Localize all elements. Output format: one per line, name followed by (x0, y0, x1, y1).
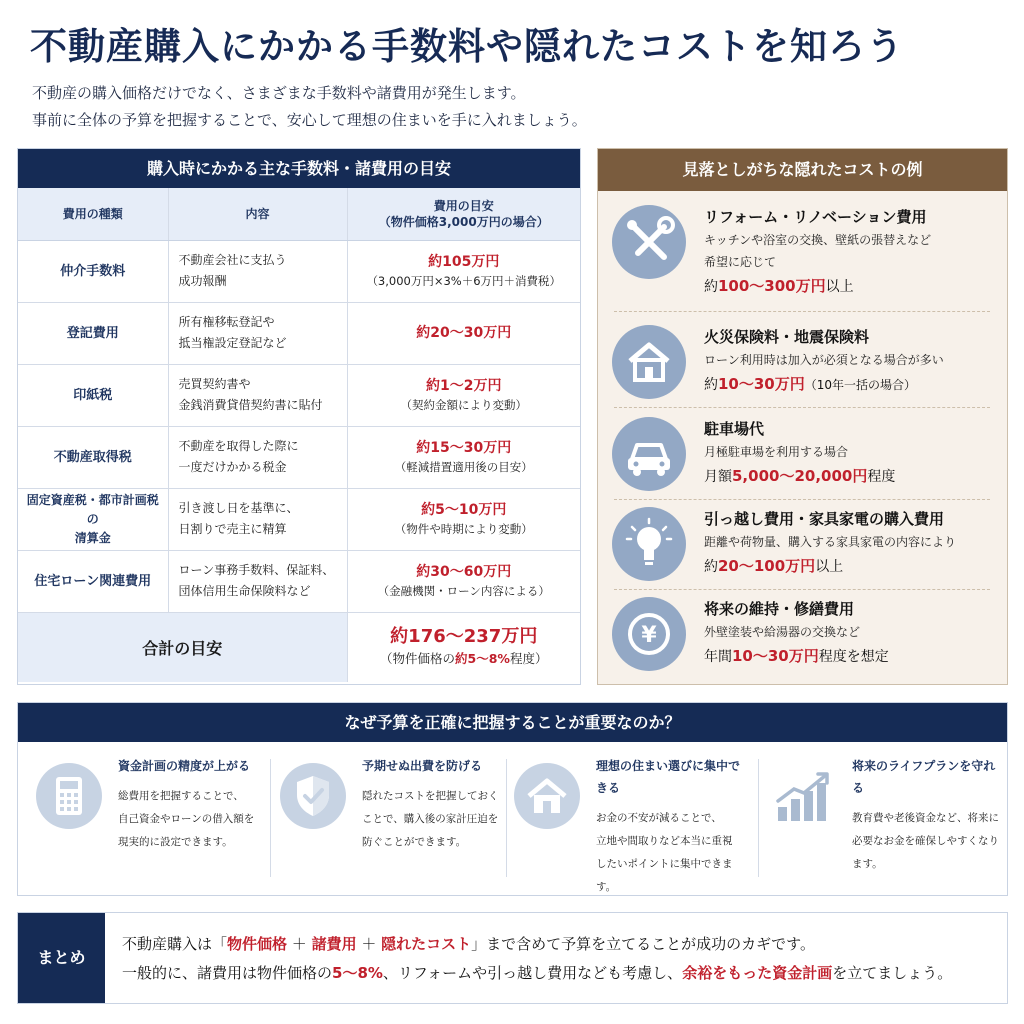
hidden-cost-text (704, 417, 994, 490)
table-row (18, 302, 580, 364)
fee-table (18, 188, 580, 682)
why-desc-1: 教育費や老後資金など、将来に (852, 812, 999, 824)
amount-value: 5,000〜20,000円 (732, 467, 868, 485)
amount-prefix: 約 (704, 279, 718, 295)
summary-line-1 (122, 930, 952, 959)
fee-type-line2: 清算金 (74, 530, 111, 545)
why-title: 将来のライフプランを守れる (852, 759, 996, 795)
hidden-cost-item (612, 417, 992, 507)
amount-value: 20〜100万円 (718, 557, 816, 575)
amount-suffix: 程度 (867, 469, 896, 485)
hidden-cost-text (704, 205, 994, 300)
fee-cost (347, 550, 580, 612)
fee-desc-line2: 日割りで売主に精算 (178, 522, 287, 536)
col-header-type: 費用の種類 (18, 188, 168, 240)
total-row (18, 612, 580, 682)
total-note (348, 649, 581, 669)
hidden-cost-amount (704, 273, 994, 300)
fee-type-line1: 印紙税 (73, 387, 113, 403)
col-header-cost-line2: （物件価格3,000万円の場合） (378, 214, 549, 229)
fee-desc-line2: 成功報酬 (178, 274, 227, 288)
summary-text-segment: 一般的に、諸費用は物件価格の (122, 964, 333, 982)
fee-desc-line2: 抵当権設定登記など (178, 336, 287, 350)
why-desc-2: ことで、購入後の家計圧迫を (362, 813, 499, 825)
hidden-cost-desc: キッチンや浴室の交換、壁紙の張替えなど (704, 233, 932, 247)
amount-prefix: 年間 (704, 649, 732, 665)
table-row (18, 364, 580, 426)
fee-note: （軽減措置適用後の目安） (394, 459, 533, 474)
amount-prefix: 約 (704, 377, 718, 393)
hidden-cost-item (612, 597, 992, 687)
fee-type (18, 240, 168, 302)
fee-desc-line1: 引き渡し日を基準に、 (178, 501, 299, 515)
summary-text-segment: 不動産購入は「 (122, 935, 228, 953)
hidden-cost-desc: 月極駐車場を利用する場合 (704, 445, 849, 459)
amount-prefix: 約 (704, 559, 718, 575)
fee-type (18, 488, 168, 550)
why-desc-1: お金の不安が減ることで、 (596, 812, 722, 824)
summary-highlight: 隠れたコスト (381, 935, 472, 953)
why-desc-2: 立地や間取りなど本当に重視 (596, 835, 733, 847)
fee-type-line1: 仲介手数料 (60, 263, 126, 279)
why-desc-1: 総費用を把握することで、 (118, 790, 244, 802)
amount-suffix: （10年一括の場合） (804, 378, 917, 392)
fee-type-line1: 住宅ローン関連費用 (34, 573, 152, 589)
fee-amount: 約20〜30万円 (416, 325, 512, 341)
amount-prefix: 月額 (704, 469, 732, 485)
hidden-cost-title: 引っ越し費用・家具家電の購入費用 (704, 510, 945, 528)
fee-note: （金融機関・ローン内容による） (377, 583, 550, 598)
table-row (18, 488, 580, 550)
why-desc-3: 現実的に設定できます。 (118, 836, 233, 848)
house-icon (514, 763, 580, 829)
fee-type-line1: 固定資産税・都市計画税の (26, 492, 159, 526)
amount-suffix: 以上 (825, 279, 854, 295)
summary-text-segment: ＋ (356, 935, 382, 953)
hidden-cost-text (704, 597, 994, 670)
hidden-costs-heading: 見落としがちな隠れたコストの例 (598, 149, 1007, 191)
intro-line-2: 事前に全体の予算を把握することで、安心して理想の住まいを手に入れましょう。 (32, 111, 587, 129)
fee-desc-line1: ローン事務手数料、保証料、 (178, 563, 335, 577)
fee-type (18, 550, 168, 612)
fee-type-line1: 登記費用 (66, 325, 119, 341)
fee-desc-line1: 所有権移転登記や (178, 315, 275, 329)
intro-text (32, 80, 587, 134)
fee-amount: 約105万円 (428, 253, 500, 270)
why-title: 資金計画の精度が上がる (118, 759, 251, 773)
fee-type (18, 426, 168, 488)
summary-highlight: 物件価格 (227, 935, 288, 953)
divider (506, 759, 507, 877)
why-item (508, 755, 748, 893)
fee-desc-line1: 不動産会社に支払う (178, 253, 287, 267)
table-row (18, 426, 580, 488)
amount-value: 100〜300万円 (718, 277, 826, 295)
why-text (362, 755, 514, 854)
summary-text-segment: 、リフォームや引っ越し費用なども考慮し、 (382, 964, 683, 982)
why-desc-2: 自己資金やローンの借入額を (118, 813, 255, 825)
fee-table-panel (17, 148, 581, 685)
hidden-cost-desc: 外壁塗装や給湯器の交換など (704, 625, 861, 639)
fee-amount: 約1〜2万円 (426, 377, 502, 394)
why-text (118, 755, 270, 854)
total-amount: 約176〜237万円 (390, 626, 538, 648)
page-title: 不動産購入にかかる手数料や隠れたコストを知ろう (30, 25, 904, 68)
summary-text (122, 930, 952, 988)
fee-type (18, 302, 168, 364)
fee-cost (347, 426, 580, 488)
hidden-cost-item (612, 507, 992, 597)
fee-desc (168, 364, 347, 426)
hidden-cost-title: リフォーム・リノベーション費用 (704, 208, 927, 226)
fee-desc (168, 240, 347, 302)
amount-suffix: 程度を想定 (818, 649, 889, 665)
total-note-highlight: 約5〜8% (455, 651, 510, 667)
growth-chart-icon (770, 763, 836, 829)
fee-cost (347, 364, 580, 426)
hidden-cost-title: 火災保険料・地震保険料 (704, 328, 870, 346)
hidden-cost-desc: 距離や荷物量、購入する家具家電の内容により (704, 535, 957, 549)
summary-text-segment: ＋ (287, 935, 312, 953)
hidden-cost-title: 駐車場代 (704, 420, 765, 438)
divider (270, 759, 271, 877)
lightbulb-icon (612, 507, 686, 581)
total-note-pre: （物件価格の (380, 651, 456, 667)
summary-highlight: 諸費用 (311, 935, 357, 953)
summary-highlight: 余裕をもった資金計画 (682, 964, 833, 982)
hidden-cost-amount (704, 643, 994, 670)
why-item (30, 755, 270, 875)
fee-type-line1: 不動産取得税 (53, 449, 132, 465)
summary-line-2 (122, 959, 952, 988)
hidden-cost-title: 将来の維持・修繕費用 (704, 600, 855, 618)
total-cost (347, 612, 580, 682)
col-header-desc: 内容 (168, 188, 347, 240)
summary-box (17, 912, 1008, 1004)
fee-type (18, 364, 168, 426)
why-desc-3: したいポイントに集中できます。 (596, 858, 733, 893)
yen-coin-icon (612, 597, 686, 671)
divider (614, 589, 990, 590)
fee-desc (168, 426, 347, 488)
col-header-cost (347, 188, 580, 240)
fee-amount: 約15〜30万円 (416, 439, 512, 456)
table-row (18, 240, 580, 302)
divider (614, 407, 990, 408)
hidden-cost-desc-2: 希望に応じて (704, 255, 777, 269)
why-text (852, 755, 1004, 876)
hidden-cost-item (612, 325, 992, 415)
amount-value: 10〜30万円 (718, 375, 805, 393)
why-desc-3: 防ぐことができます。 (362, 836, 467, 848)
divider (758, 759, 759, 877)
divider (614, 311, 990, 312)
fee-cost (347, 302, 580, 364)
fee-cost (347, 488, 580, 550)
why-item (274, 755, 514, 875)
amount-value: 10〜30万円 (732, 647, 819, 665)
fee-amount: 約5〜10万円 (421, 501, 507, 518)
why-panel (17, 702, 1008, 896)
fee-desc (168, 550, 347, 612)
fee-desc (168, 488, 347, 550)
why-desc-1: 隠れたコストを把握しておく (362, 790, 499, 802)
amount-suffix: 以上 (815, 559, 844, 575)
fee-note: （3,000万円×3%＋6万円＋消費税） (366, 273, 562, 288)
calculator-icon (36, 763, 102, 829)
fee-desc-line1: 売買契約書や (178, 377, 251, 391)
why-desc-2: 必要なお金を確保しやすくなり (852, 835, 999, 847)
summary-highlight: 5〜8% (332, 964, 383, 982)
house-icon (612, 325, 686, 399)
fee-table-header-row (18, 188, 580, 240)
hidden-cost-item (612, 205, 992, 295)
car-icon (612, 417, 686, 491)
fee-desc-line1: 不動産を取得した際に (178, 439, 299, 453)
summary-label: まとめ (18, 913, 105, 1003)
fee-desc-line2: 金銭消費貸借契約書に貼付 (178, 398, 323, 412)
shield-check-icon (280, 763, 346, 829)
table-row (18, 550, 580, 612)
fee-note: （契約金額により変動） (400, 397, 527, 412)
summary-text-segment: 」まで含めて予算を立てることが成功のカギです。 (471, 935, 815, 953)
tools-icon (612, 205, 686, 279)
hidden-cost-amount (704, 463, 994, 490)
why-title: 理想の住まい選びに集中できる (596, 759, 741, 795)
fee-desc (168, 302, 347, 364)
fee-cost (347, 240, 580, 302)
why-heading: なぜ予算を正確に把握することが重要なのか？ (18, 703, 1007, 742)
why-text (596, 755, 748, 899)
hidden-cost-amount (704, 553, 994, 580)
divider (614, 499, 990, 500)
fee-note: （物件や時期により変動） (394, 521, 533, 536)
total-note-post: 程度） (509, 651, 548, 667)
fee-amount: 約30〜60万円 (416, 563, 512, 580)
why-item (764, 755, 1004, 875)
hidden-cost-text (704, 507, 994, 580)
total-label: 合計の目安 (18, 612, 347, 682)
intro-line-1: 不動産の購入価格だけでなく、さまざまな手数料や諸費用が発生します。 (32, 84, 526, 102)
summary-text-segment: を立てましょう。 (832, 964, 953, 982)
svg-text:¥: ¥ (641, 623, 657, 648)
col-header-cost-line1: 費用の目安 (433, 198, 494, 213)
fee-desc-line2: 団体信用生命保険料など (178, 584, 311, 598)
hidden-cost-text (704, 325, 994, 398)
hidden-cost-desc: ローン利用時は加入が必須となる場合が多い (704, 353, 944, 367)
hidden-costs-panel (597, 148, 1008, 685)
fee-table-heading: 購入時にかかる主な手数料・諸費用の目安 (18, 149, 580, 188)
why-desc-3: ます。 (852, 858, 883, 870)
why-title: 予期せぬ出費を防げる (362, 759, 483, 773)
hidden-cost-amount (704, 371, 994, 398)
fee-desc-line2: 一度だけかかる税金 (178, 460, 287, 474)
